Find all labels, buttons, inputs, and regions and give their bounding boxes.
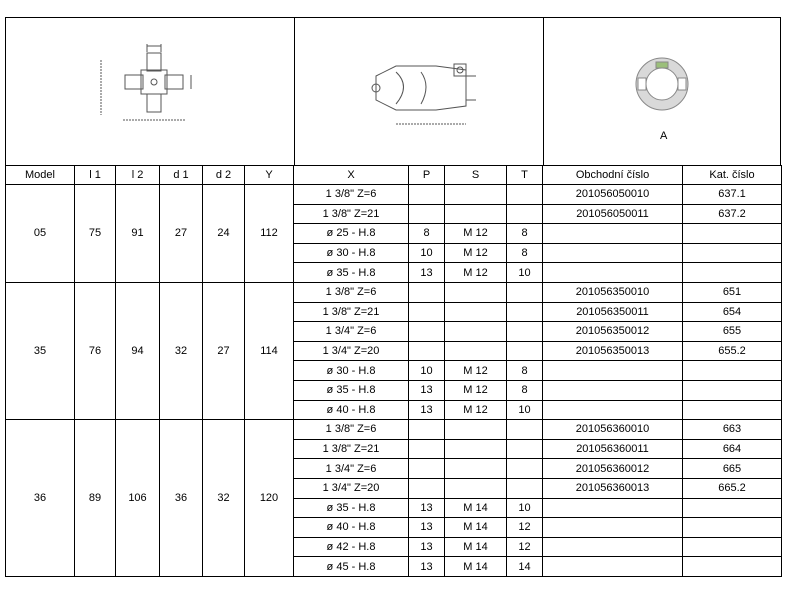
cross-joint-drawing — [91, 40, 221, 130]
cell-obchodni: 201056360011 — [543, 439, 683, 459]
cell-kat — [683, 224, 782, 244]
cell-t: 8 — [507, 380, 543, 400]
cell-p — [409, 420, 445, 440]
cell-obchodni — [543, 243, 683, 263]
cell-p: 8 — [409, 224, 445, 244]
cell-x: 1 3/4" Z=6 — [294, 322, 409, 342]
cell-t — [507, 478, 543, 498]
cell-x: ø 35 - H.8 — [294, 498, 409, 518]
cell-t: 12 — [507, 518, 543, 538]
cell-t: 10 — [507, 400, 543, 420]
cell-p: 13 — [409, 557, 445, 577]
cell-d2: 32 — [203, 420, 245, 577]
cell-s — [445, 204, 507, 224]
cell-obchodni: 201056350011 — [543, 302, 683, 322]
cell-model: 36 — [6, 420, 75, 577]
column-header: X — [294, 166, 409, 185]
cell-obchodni: 201056360010 — [543, 420, 683, 440]
cell-l1: 75 — [75, 185, 116, 283]
cell-l2: 106 — [116, 420, 160, 577]
cell-x: 1 3/8" Z=6 — [294, 282, 409, 302]
column-header: d 1 — [160, 166, 203, 185]
column-header: T — [507, 166, 543, 185]
cell-x: 1 3/8" Z=21 — [294, 439, 409, 459]
cell-kat: 665 — [683, 459, 782, 479]
cell-t: 12 — [507, 537, 543, 557]
cell-y: 112 — [245, 185, 294, 283]
cell-t — [507, 420, 543, 440]
cell-s — [445, 302, 507, 322]
cell-t — [507, 185, 543, 205]
cell-s: M 12 — [445, 361, 507, 381]
cell-s — [445, 459, 507, 479]
cell-t — [507, 282, 543, 302]
cell-x: 1 3/4" Z=20 — [294, 478, 409, 498]
drawing-header — [5, 17, 781, 165]
cell-model: 35 — [6, 282, 75, 419]
cell-kat — [683, 361, 782, 381]
cell-s: M 14 — [445, 518, 507, 538]
cell-kat: 651 — [683, 282, 782, 302]
spline-section-drawing — [632, 54, 692, 114]
cell-p — [409, 302, 445, 322]
cell-d1: 36 — [160, 420, 203, 577]
cell-p: 13 — [409, 400, 445, 420]
cell-x: ø 35 - H.8 — [294, 263, 409, 283]
cell-s: M 12 — [445, 400, 507, 420]
cell-kat: 664 — [683, 439, 782, 459]
column-header: Model — [6, 166, 75, 185]
cell-x: ø 45 - H.8 — [294, 557, 409, 577]
cell-l2: 94 — [116, 282, 160, 419]
cell-obchodni: 201056350010 — [543, 282, 683, 302]
catalog-sheet — [5, 17, 781, 577]
cell-kat: 637.1 — [683, 185, 782, 205]
cell-t — [507, 341, 543, 361]
cell-kat — [683, 537, 782, 557]
cell-kat: 655 — [683, 322, 782, 342]
cell-t — [507, 204, 543, 224]
table-body — [6, 185, 782, 577]
cell-x: ø 42 - H.8 — [294, 537, 409, 557]
cell-y: 120 — [245, 420, 294, 577]
cell-p: 10 — [409, 361, 445, 381]
cell-d2: 24 — [203, 185, 245, 283]
cell-x: 1 3/8" Z=21 — [294, 204, 409, 224]
cell-kat — [683, 498, 782, 518]
cell-s — [445, 322, 507, 342]
cell-kat — [683, 400, 782, 420]
cell-obchodni — [543, 361, 683, 381]
cell-obchodni — [543, 498, 683, 518]
cell-kat — [683, 518, 782, 538]
cell-s: M 14 — [445, 537, 507, 557]
cell-p — [409, 282, 445, 302]
column-header: l 1 — [75, 166, 116, 185]
cell-p: 13 — [409, 537, 445, 557]
cell-x: 1 3/8" Z=6 — [294, 420, 409, 440]
cell-obchodni — [543, 400, 683, 420]
cell-t: 8 — [507, 361, 543, 381]
cell-kat — [683, 243, 782, 263]
cell-s: M 12 — [445, 224, 507, 244]
column-header: l 2 — [116, 166, 160, 185]
cell-s: M 14 — [445, 498, 507, 518]
cell-obchodni — [543, 537, 683, 557]
cell-x: 1 3/8" Z=6 — [294, 185, 409, 205]
cell-t — [507, 322, 543, 342]
cell-kat — [683, 263, 782, 283]
cell-s — [445, 185, 507, 205]
cell-t: 10 — [507, 263, 543, 283]
column-header: Kat. číslo — [683, 166, 782, 185]
cell-obchodni: 201056360012 — [543, 459, 683, 479]
cell-p — [409, 459, 445, 479]
cell-d1: 32 — [160, 282, 203, 419]
cell-p: 13 — [409, 498, 445, 518]
column-header: Y — [245, 166, 294, 185]
cell-obchodni: 201056350012 — [543, 322, 683, 342]
cell-obchodni — [543, 380, 683, 400]
cell-obchodni — [543, 518, 683, 538]
cell-kat: 654 — [683, 302, 782, 322]
cell-obchodni — [543, 263, 683, 283]
cell-s — [445, 478, 507, 498]
cell-obchodni: 201056360013 — [543, 478, 683, 498]
cell-x: 1 3/4" Z=6 — [294, 459, 409, 479]
cell-obchodni — [543, 224, 683, 244]
column-header: Obchodní číslo — [543, 166, 683, 185]
cell-obchodni — [543, 557, 683, 577]
cell-l1: 76 — [75, 282, 116, 419]
cell-t — [507, 439, 543, 459]
cell-x: ø 30 - H.8 — [294, 361, 409, 381]
cell-p: 13 — [409, 380, 445, 400]
cell-obchodni: 201056350013 — [543, 341, 683, 361]
cell-s: M 14 — [445, 557, 507, 577]
cell-s: M 12 — [445, 380, 507, 400]
cell-s — [445, 439, 507, 459]
column-header: S — [445, 166, 507, 185]
cell-p — [409, 439, 445, 459]
header-divider — [543, 18, 544, 165]
column-header: d 2 — [203, 166, 245, 185]
cell-s — [445, 282, 507, 302]
cell-t: 10 — [507, 498, 543, 518]
cell-kat: 663 — [683, 420, 782, 440]
table-row — [6, 185, 782, 205]
cell-p — [409, 478, 445, 498]
cell-t — [507, 302, 543, 322]
table-row — [6, 420, 782, 440]
table-row — [6, 282, 782, 302]
cell-s — [445, 420, 507, 440]
cell-t — [507, 459, 543, 479]
cell-s: M 12 — [445, 263, 507, 283]
cell-obchodni: 201056050010 — [543, 185, 683, 205]
cell-p — [409, 341, 445, 361]
cell-y: 114 — [245, 282, 294, 419]
cell-t: 14 — [507, 557, 543, 577]
cell-d1: 27 — [160, 185, 203, 283]
cell-l1: 89 — [75, 420, 116, 577]
cell-model: 05 — [6, 185, 75, 283]
cell-p: 13 — [409, 518, 445, 538]
cell-d2: 27 — [203, 282, 245, 419]
cell-kat — [683, 380, 782, 400]
cell-x: ø 30 - H.8 — [294, 243, 409, 263]
cell-p — [409, 185, 445, 205]
column-header: P — [409, 166, 445, 185]
cell-kat: 665.2 — [683, 478, 782, 498]
parts-table — [5, 165, 782, 577]
cell-s — [445, 341, 507, 361]
header-divider — [294, 18, 295, 165]
cell-t: 8 — [507, 224, 543, 244]
cell-p — [409, 204, 445, 224]
cell-x: ø 35 - H.8 — [294, 380, 409, 400]
cell-s: M 12 — [445, 243, 507, 263]
cell-x: 1 3/4" Z=20 — [294, 341, 409, 361]
cell-obchodni: 201056050011 — [543, 204, 683, 224]
cell-kat — [683, 557, 782, 577]
cell-kat: 655.2 — [683, 341, 782, 361]
cell-p — [409, 322, 445, 342]
cell-l2: 91 — [116, 185, 160, 283]
cell-kat: 637.2 — [683, 204, 782, 224]
cell-t: 8 — [507, 243, 543, 263]
table-header-row — [6, 166, 782, 185]
cell-p: 13 — [409, 263, 445, 283]
cell-x: ø 40 - H.8 — [294, 518, 409, 538]
cell-x: 1 3/8" Z=21 — [294, 302, 409, 322]
cell-x: ø 25 - H.8 — [294, 224, 409, 244]
cell-p: 10 — [409, 243, 445, 263]
section-label-a: A — [660, 130, 668, 142]
cell-x: ø 40 - H.8 — [294, 400, 409, 420]
yoke-drawing — [366, 56, 506, 136]
